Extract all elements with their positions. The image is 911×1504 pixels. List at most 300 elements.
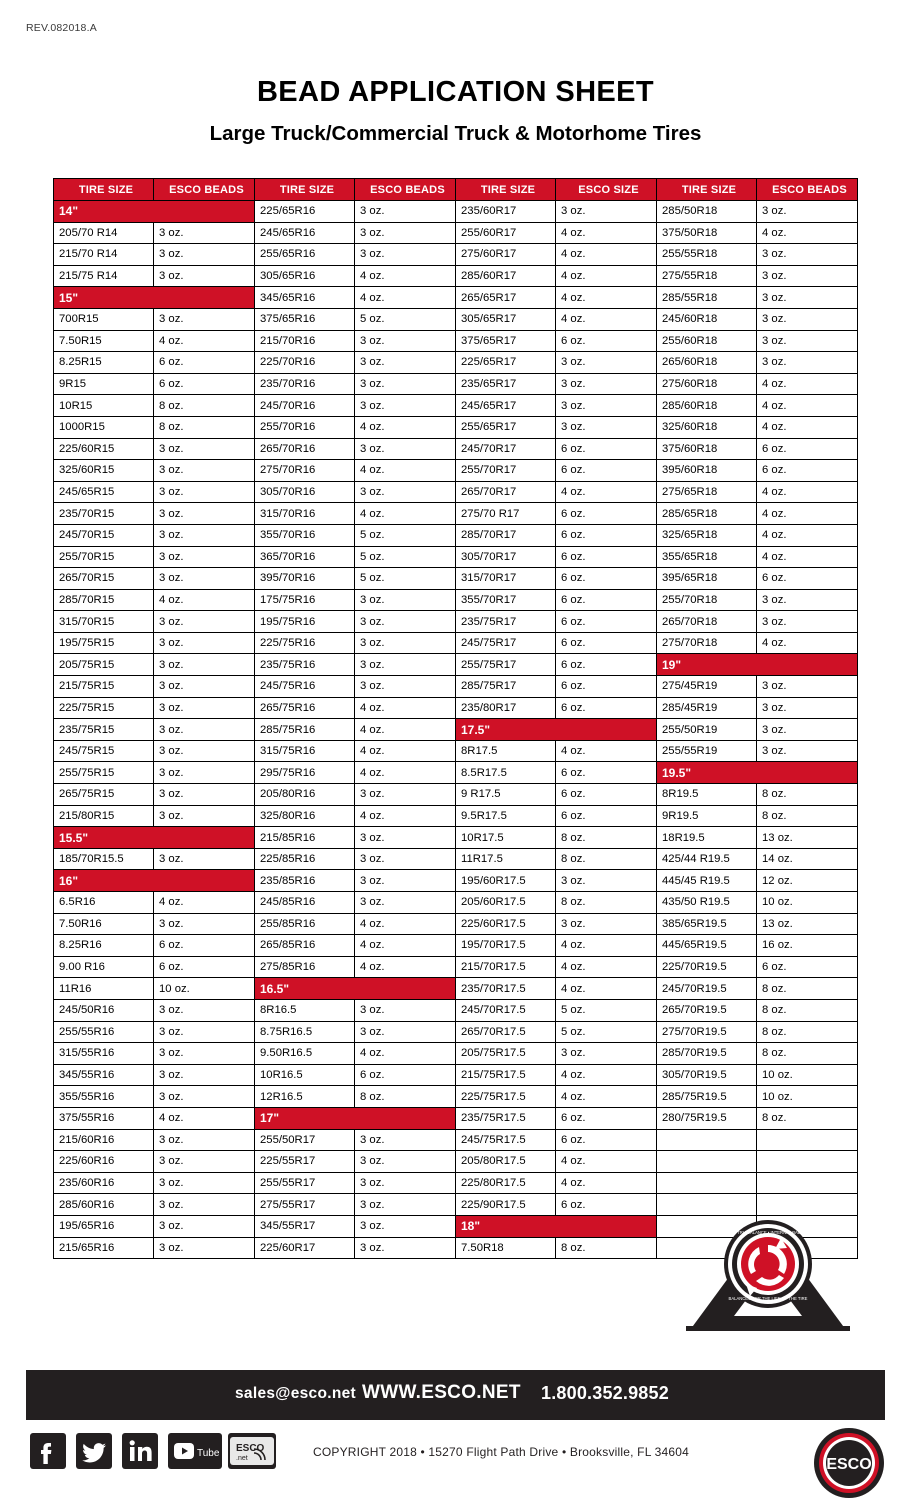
revision-label: REV.082018.A [26,22,97,34]
bead-amount-cell: 8 oz. [556,827,657,849]
tire-size-cell: 8.25R16 [54,935,154,957]
tire-size-cell: 195/65R16 [54,1215,154,1237]
svg-text:ESCO TRU-BALANCE • INTERNAL BA: ESCO TRU-BALANCE • INTERNAL BALANCE [724,1230,812,1235]
tire-size-cell: 10R16.5 [255,1064,355,1086]
tire-size-cell: 245/70R17 [456,438,556,460]
tire-size-cell: 245/75R17.5 [456,1129,556,1151]
table-row [54,524,858,546]
tire-size-cell: 280/75R19.5 [657,1107,757,1129]
tire-size-cell: 345/55R17 [255,1215,355,1237]
bead-amount-cell: 3 oz. [355,999,456,1021]
bead-amount-cell: 4 oz. [355,762,456,784]
bead-amount-cell: 4 oz. [757,524,858,546]
bead-amount-cell: 3 oz. [154,719,255,741]
tire-size-cell: 395/60R18 [657,460,757,482]
table-row [54,762,858,784]
tire-size-cell: 225/85R16 [255,848,355,870]
tire-size-cell: 315/70R15 [54,611,154,633]
tire-size-cell: 225/80R17.5 [456,1172,556,1194]
tire-size-cell: 225/75R15 [54,697,154,719]
bead-amount-cell: 6 oz. [154,373,255,395]
tire-size-cell: 255/70R17 [456,460,556,482]
bead-amount-cell: 4 oz. [355,740,456,762]
bead-amount-cell: 3 oz. [154,222,255,244]
tire-size-cell: 255/70R18 [657,589,757,611]
tire-size-cell: 8R19.5 [657,784,757,806]
tire-size-cell: 225/65R17 [456,352,556,374]
tire-size-cell: 375/60R18 [657,438,757,460]
bead-amount-cell: 4 oz. [355,935,456,957]
tire-size-cell: 285/70R15 [54,589,154,611]
bead-amount-cell: 3 oz. [154,676,255,698]
bead-amount-cell: 4 oz. [757,481,858,503]
table-row [54,913,858,935]
tire-size-cell: 355/70R16 [255,524,355,546]
tire-size-cell: 255/55R16 [54,1021,154,1043]
column-header-tire-size-1: TIRE SIZE [54,179,154,201]
tire-size-cell: 355/65R18 [657,546,757,568]
bead-amount-cell: 3 oz. [355,589,456,611]
tire-size-cell: 235/70R16 [255,373,355,395]
tire-size-cell: 235/70R17.5 [456,978,556,1000]
bead-amount-cell: 3 oz. [355,481,456,503]
bead-amount-cell: 3 oz. [355,201,456,223]
bead-amount-cell: 3 oz. [355,611,456,633]
bead-amount-cell: 6 oz. [556,611,657,633]
tire-size-cell: 355/70R17 [456,589,556,611]
tire-size-cell: 315/70R16 [255,503,355,525]
tire-size-cell: 275/45R19 [657,676,757,698]
table-row [54,935,858,957]
table-row [54,1107,858,1129]
tire-size-cell: 235/60R17 [456,201,556,223]
bead-amount-cell: 3 oz. [154,999,255,1021]
table-row [54,1151,858,1173]
tire-size-cell: 235/75R15 [54,719,154,741]
copyright-text: COPYRIGHT 2018 • 15270 Flight Path Drive • Brooksville, FL 34604 [313,1445,690,1459]
tire-size-cell: 9R15 [54,373,154,395]
footer-website[interactable]: WWW.ESCO.NET [362,1382,521,1403]
bead-amount-cell: 8 oz. [154,395,255,417]
svg-text:ESCO: ESCO [236,1443,265,1454]
bead-amount-cell: 8 oz. [556,892,657,914]
bead-amount-cell: 3 oz. [355,1237,456,1259]
bead-amount-cell: 8 oz. [757,978,858,1000]
tire-size-cell: 255/70R16 [255,416,355,438]
bead-amount-cell: 3 oz. [154,1215,255,1237]
bead-amount-cell: 4 oz. [556,481,657,503]
bead-amount-cell: 6 oz. [556,546,657,568]
bead-amount-cell: 6 oz. [556,632,657,654]
bead-amount-cell: 4 oz. [154,330,255,352]
tire-size-cell: 245/65R15 [54,481,154,503]
bead-amount-cell: 6 oz. [556,1129,657,1151]
tire-size-cell: 215/70R16 [255,330,355,352]
table-row [54,201,858,223]
group-header-cell: 19.5" [657,762,858,784]
bead-amount-cell: 6 oz. [556,330,657,352]
bead-amount-cell: 3 oz. [355,244,456,266]
tire-size-cell: 7.50R16 [54,913,154,935]
tire-size-cell: 225/60R17 [255,1237,355,1259]
bead-amount-cell: 8 oz. [757,999,858,1021]
bead-amount-cell: 8 oz. [757,805,858,827]
bead-amount-cell: 6 oz. [556,784,657,806]
bead-amount-cell: 3 oz. [154,1021,255,1043]
bead-amount-cell: 3 oz. [154,481,255,503]
bead-amount-cell: 6 oz. [757,956,858,978]
tire-size-cell: 265/65R17 [456,287,556,309]
youtube-icon[interactable] [168,1433,222,1469]
tire-size-cell: 8.5R17.5 [456,762,556,784]
table-row [54,1086,858,1108]
table-row [54,416,858,438]
group-header-cell: 14" [54,201,255,223]
tire-size-cell: 245/70R19.5 [657,978,757,1000]
bead-amount-cell: 3 oz. [154,265,255,287]
tire-size-cell: 245/60R18 [657,308,757,330]
bead-amount-cell: 3 oz. [154,654,255,676]
tire-size-cell: 445/45 R19.5 [657,870,757,892]
column-header-tire-size-2: TIRE SIZE [255,179,355,201]
tire-size-cell: 195/70R17.5 [456,935,556,957]
tire-size-cell: 265/85R16 [255,935,355,957]
tire-size-cell: 6.5R16 [54,892,154,914]
tire-size-cell: 265/70R17.5 [456,1021,556,1043]
bead-amount-cell: 3 oz. [757,265,858,287]
bead-amount-cell: 8 oz. [757,1107,858,1129]
tire-size-cell: 8.25R15 [54,352,154,374]
tire-size-cell: 245/65R17 [456,395,556,417]
table-row [54,330,858,352]
empty-cell [757,1151,858,1173]
tire-size-cell: 7.50R18 [456,1237,556,1259]
table-row [54,978,858,1000]
bead-amount-cell: 3 oz. [154,1237,255,1259]
bead-amount-cell: 3 oz. [757,676,858,698]
tire-size-cell: 235/60R16 [54,1172,154,1194]
bead-amount-cell: 4 oz. [757,546,858,568]
bead-amount-cell: 10 oz. [757,1064,858,1086]
tire-size-cell: 305/70R19.5 [657,1064,757,1086]
tire-size-cell: 11R17.5 [456,848,556,870]
bead-amount-cell: 3 oz. [154,1043,255,1065]
facebook-icon[interactable] [30,1433,66,1469]
empty-cell [757,1129,858,1151]
group-header-cell: 15" [54,287,255,309]
tire-size-cell: 305/65R16 [255,265,355,287]
tire-size-cell: 265/75R15 [54,784,154,806]
tire-size-cell: 215/65R16 [54,1237,154,1259]
table-row [54,870,858,892]
bead-amount-cell: 4 oz. [355,913,456,935]
tire-size-cell: 195/75R16 [255,611,355,633]
bead-amount-cell: 4 oz. [355,287,456,309]
column-header-esco-size-3: ESCO SIZE [556,179,657,201]
bead-amount-cell: 3 oz. [757,589,858,611]
bead-amount-cell: 4 oz. [757,395,858,417]
tire-size-cell: 245/50R16 [54,999,154,1021]
tire-size-cell: 275/70R19.5 [657,1021,757,1043]
tire-size-cell: 375/65R17 [456,330,556,352]
bead-amount-cell: 3 oz. [556,1043,657,1065]
tire-size-cell: 205/80R17.5 [456,1151,556,1173]
bead-amount-cell: 3 oz. [154,784,255,806]
group-header-cell: 18" [456,1215,657,1237]
table-row [54,999,858,1021]
bead-amount-cell: 3 oz. [355,395,456,417]
bead-amount-cell: 3 oz. [355,892,456,914]
tire-size-cell: 175/75R16 [255,589,355,611]
tire-size-cell: 195/75R15 [54,632,154,654]
bead-amount-cell: 4 oz. [556,1172,657,1194]
esco-logo [813,1427,885,1499]
bead-amount-cell: 4 oz. [355,956,456,978]
bead-amount-cell: 3 oz. [556,870,657,892]
tire-size-cell: 225/55R17 [255,1151,355,1173]
bead-amount-cell: 3 oz. [154,1151,255,1173]
page-subtitle: Large Truck/Commercial Truck & Motorhome Tires [209,122,702,145]
table-row [54,1043,858,1065]
tire-size-cell: 205/75R17.5 [456,1043,556,1065]
tire-size-cell: 225/75R17.5 [456,1086,556,1108]
bead-amount-cell: 3 oz. [355,870,456,892]
tire-size-cell: 285/60R16 [54,1194,154,1216]
table-row [54,784,858,806]
table-row [54,438,858,460]
bead-amount-cell: 3 oz. [757,611,858,633]
bead-amount-cell: 5 oz. [556,1021,657,1043]
tire-size-cell: 285/65R18 [657,503,757,525]
bead-amount-cell: 10 oz. [757,1086,858,1108]
tire-size-cell: 285/75R17 [456,676,556,698]
bead-amount-cell: 3 oz. [556,395,657,417]
bead-amount-cell: 3 oz. [355,676,456,698]
table-row [54,1129,858,1151]
bead-amount-cell: 6 oz. [556,697,657,719]
table-row [54,697,858,719]
bead-amount-cell: 6 oz. [556,805,657,827]
group-header-cell: 17.5" [456,719,657,741]
bead-amount-cell: 3 oz. [355,632,456,654]
tire-size-cell: 215/60R16 [54,1129,154,1151]
bead-amount-cell: 4 oz. [757,416,858,438]
bead-amount-cell: 4 oz. [556,1064,657,1086]
bead-amount-cell: 14 oz. [757,848,858,870]
tire-size-cell: 275/70R18 [657,632,757,654]
tire-size-cell: 265/70R19.5 [657,999,757,1021]
bead-amount-cell: 3 oz. [154,1064,255,1086]
tire-size-cell: 275/60R17 [456,244,556,266]
bead-amount-cell: 8 oz. [556,848,657,870]
tire-size-cell: 245/70R17.5 [456,999,556,1021]
bead-amount-cell: 3 oz. [154,524,255,546]
bead-amount-cell: 13 oz. [757,913,858,935]
tire-size-cell: 235/75R17.5 [456,1107,556,1129]
tire-size-cell: 235/75R16 [255,654,355,676]
tire-size-cell: 285/50R18 [657,201,757,223]
bead-amount-cell: 4 oz. [556,935,657,957]
bead-amount-cell: 8 oz. [757,784,858,806]
tire-size-cell: 11R16 [54,978,154,1000]
tire-size-cell: 1000R15 [54,416,154,438]
table-row [54,265,858,287]
table-header-row [54,179,858,201]
tire-size-cell: 12R16.5 [255,1086,355,1108]
bead-amount-cell: 3 oz. [556,416,657,438]
bead-amount-cell: 3 oz. [355,1172,456,1194]
tire-size-cell: 295/75R16 [255,762,355,784]
bead-amount-cell: 3 oz. [355,1194,456,1216]
bead-amount-cell: 3 oz. [154,762,255,784]
group-header-cell: 19" [657,654,858,676]
tire-size-cell: 7.50R15 [54,330,154,352]
bead-amount-cell: 8 oz. [757,1021,858,1043]
bead-amount-cell: 5 oz. [355,308,456,330]
bead-amount-cell: 6 oz. [556,438,657,460]
tire-size-cell: 305/70R16 [255,481,355,503]
bead-amount-cell: 3 oz. [355,827,456,849]
tire-size-cell: 225/70R19.5 [657,956,757,978]
table-row [54,222,858,244]
tire-size-cell: 225/90R17.5 [456,1194,556,1216]
tire-size-cell: 255/55R18 [657,244,757,266]
bead-amount-cell: 6 oz. [757,460,858,482]
bead-amount-cell: 8 oz. [154,416,255,438]
bead-application-table [53,178,858,1259]
tire-size-cell: 215/70R17.5 [456,956,556,978]
tire-size-cell: 395/70R16 [255,568,355,590]
table-row [54,481,858,503]
bead-amount-cell: 3 oz. [154,1086,255,1108]
bead-amount-cell: 6 oz. [556,524,657,546]
bead-amount-cell: 4 oz. [556,287,657,309]
bead-amount-cell: 6 oz. [556,1194,657,1216]
twitter-icon[interactable] [76,1433,112,1469]
tire-size-cell: 315/55R16 [54,1043,154,1065]
bead-amount-cell: 4 oz. [154,892,255,914]
linkedin-icon[interactable] [122,1433,158,1469]
bead-amount-cell: 3 oz. [355,352,456,374]
bead-amount-cell: 3 oz. [154,848,255,870]
tire-size-cell: 235/75R17 [456,611,556,633]
bead-amount-cell: 6 oz. [556,589,657,611]
bead-amount-cell: 6 oz. [556,676,657,698]
bead-amount-cell: 3 oz. [556,913,657,935]
tire-size-cell: 245/85R16 [255,892,355,914]
bead-amount-cell: 4 oz. [556,244,657,266]
tire-size-cell: 215/75R15 [54,676,154,698]
table-row [54,676,858,698]
tire-size-cell: 255/55R19 [657,740,757,762]
tire-size-cell: 305/65R17 [456,308,556,330]
bead-amount-cell: 3 oz. [154,611,255,633]
tire-size-cell: 285/70R17 [456,524,556,546]
table-row [54,956,858,978]
table-row [54,740,858,762]
column-header-esco-beads-2: ESCO BEADS [355,179,456,201]
bead-amount-cell: 3 oz. [757,201,858,223]
bead-amount-cell: 4 oz. [556,740,657,762]
bead-amount-cell: 3 oz. [757,740,858,762]
bead-amount-cell: 8 oz. [757,1043,858,1065]
bead-amount-cell: 3 oz. [757,697,858,719]
tire-size-cell: 8R16.5 [255,999,355,1021]
tire-size-cell: 225/60R17.5 [456,913,556,935]
tire-size-cell: 435/50 R19.5 [657,892,757,914]
tire-size-cell: 195/60R17.5 [456,870,556,892]
empty-cell [657,1172,757,1194]
table-row [54,611,858,633]
bead-amount-cell: 3 oz. [757,287,858,309]
tire-size-cell: 285/75R19.5 [657,1086,757,1108]
svg-text:ESCO: ESCO [826,1456,872,1473]
footer-email[interactable]: sales@esco.net [235,1385,356,1402]
tire-size-cell: 375/65R16 [255,308,355,330]
bead-amount-cell: 4 oz. [355,265,456,287]
tire-size-cell: 275/70 R17 [456,503,556,525]
tire-size-cell: 315/70R17 [456,568,556,590]
tire-size-cell: 385/65R19.5 [657,913,757,935]
bead-amount-cell: 4 oz. [757,503,858,525]
tire-size-cell: 225/60R15 [54,438,154,460]
tire-size-cell: 8R17.5 [456,740,556,762]
svg-text:Tube: Tube [197,1448,220,1459]
bead-amount-cell: 6 oz. [556,654,657,676]
table-row [54,1021,858,1043]
table-row [54,503,858,525]
bead-amount-cell: 10 oz. [154,978,255,1000]
tire-size-cell: 205/60R17.5 [456,892,556,914]
bead-amount-cell: 5 oz. [556,999,657,1021]
bead-amount-cell: 8 oz. [556,1237,657,1259]
tire-size-cell: 255/75R17 [456,654,556,676]
bead-amount-cell: 5 oz. [355,568,456,590]
svg-text:BALANCES FOR THE LIFE OF THE T: BALANCES FOR THE LIFE OF THE TIRE [728,1296,808,1301]
tire-size-cell: 375/50R18 [657,222,757,244]
tire-size-cell: 265/70R17 [456,481,556,503]
tire-size-cell: 245/70R15 [54,524,154,546]
bead-amount-cell: 4 oz. [556,265,657,287]
bead-amount-cell: 3 oz. [556,201,657,223]
tire-size-cell: 9 R17.5 [456,784,556,806]
tire-size-cell: 225/70R16 [255,352,355,374]
tire-size-cell: 245/65R16 [255,222,355,244]
tire-size-cell: 395/65R18 [657,568,757,590]
table-row [54,287,858,309]
tire-size-cell: 325/65R18 [657,524,757,546]
column-header-tire-size-4: TIRE SIZE [657,179,757,201]
tire-size-cell: 10R15 [54,395,154,417]
bead-amount-cell: 8 oz. [355,1086,456,1108]
bead-amount-cell: 3 oz. [154,632,255,654]
bead-amount-cell: 5 oz. [355,546,456,568]
tire-size-cell: 285/70R19.5 [657,1043,757,1065]
tire-size-cell: 215/75 R14 [54,265,154,287]
bead-amount-cell: 4 oz. [757,373,858,395]
table-row [54,632,858,654]
bead-amount-cell: 6 oz. [556,460,657,482]
footer-phone[interactable]: 1.800.352.9852 [541,1383,669,1403]
bead-amount-cell: 3 oz. [355,1129,456,1151]
bead-amount-cell: 3 oz. [757,352,858,374]
bead-amount-cell: 3 oz. [757,308,858,330]
tire-size-cell: 255/50R19 [657,719,757,741]
bead-amount-cell: 4 oz. [355,1043,456,1065]
bead-amount-cell: 6 oz. [556,568,657,590]
esco-net-icon[interactable] [228,1433,276,1469]
tire-size-cell: 9R19.5 [657,805,757,827]
